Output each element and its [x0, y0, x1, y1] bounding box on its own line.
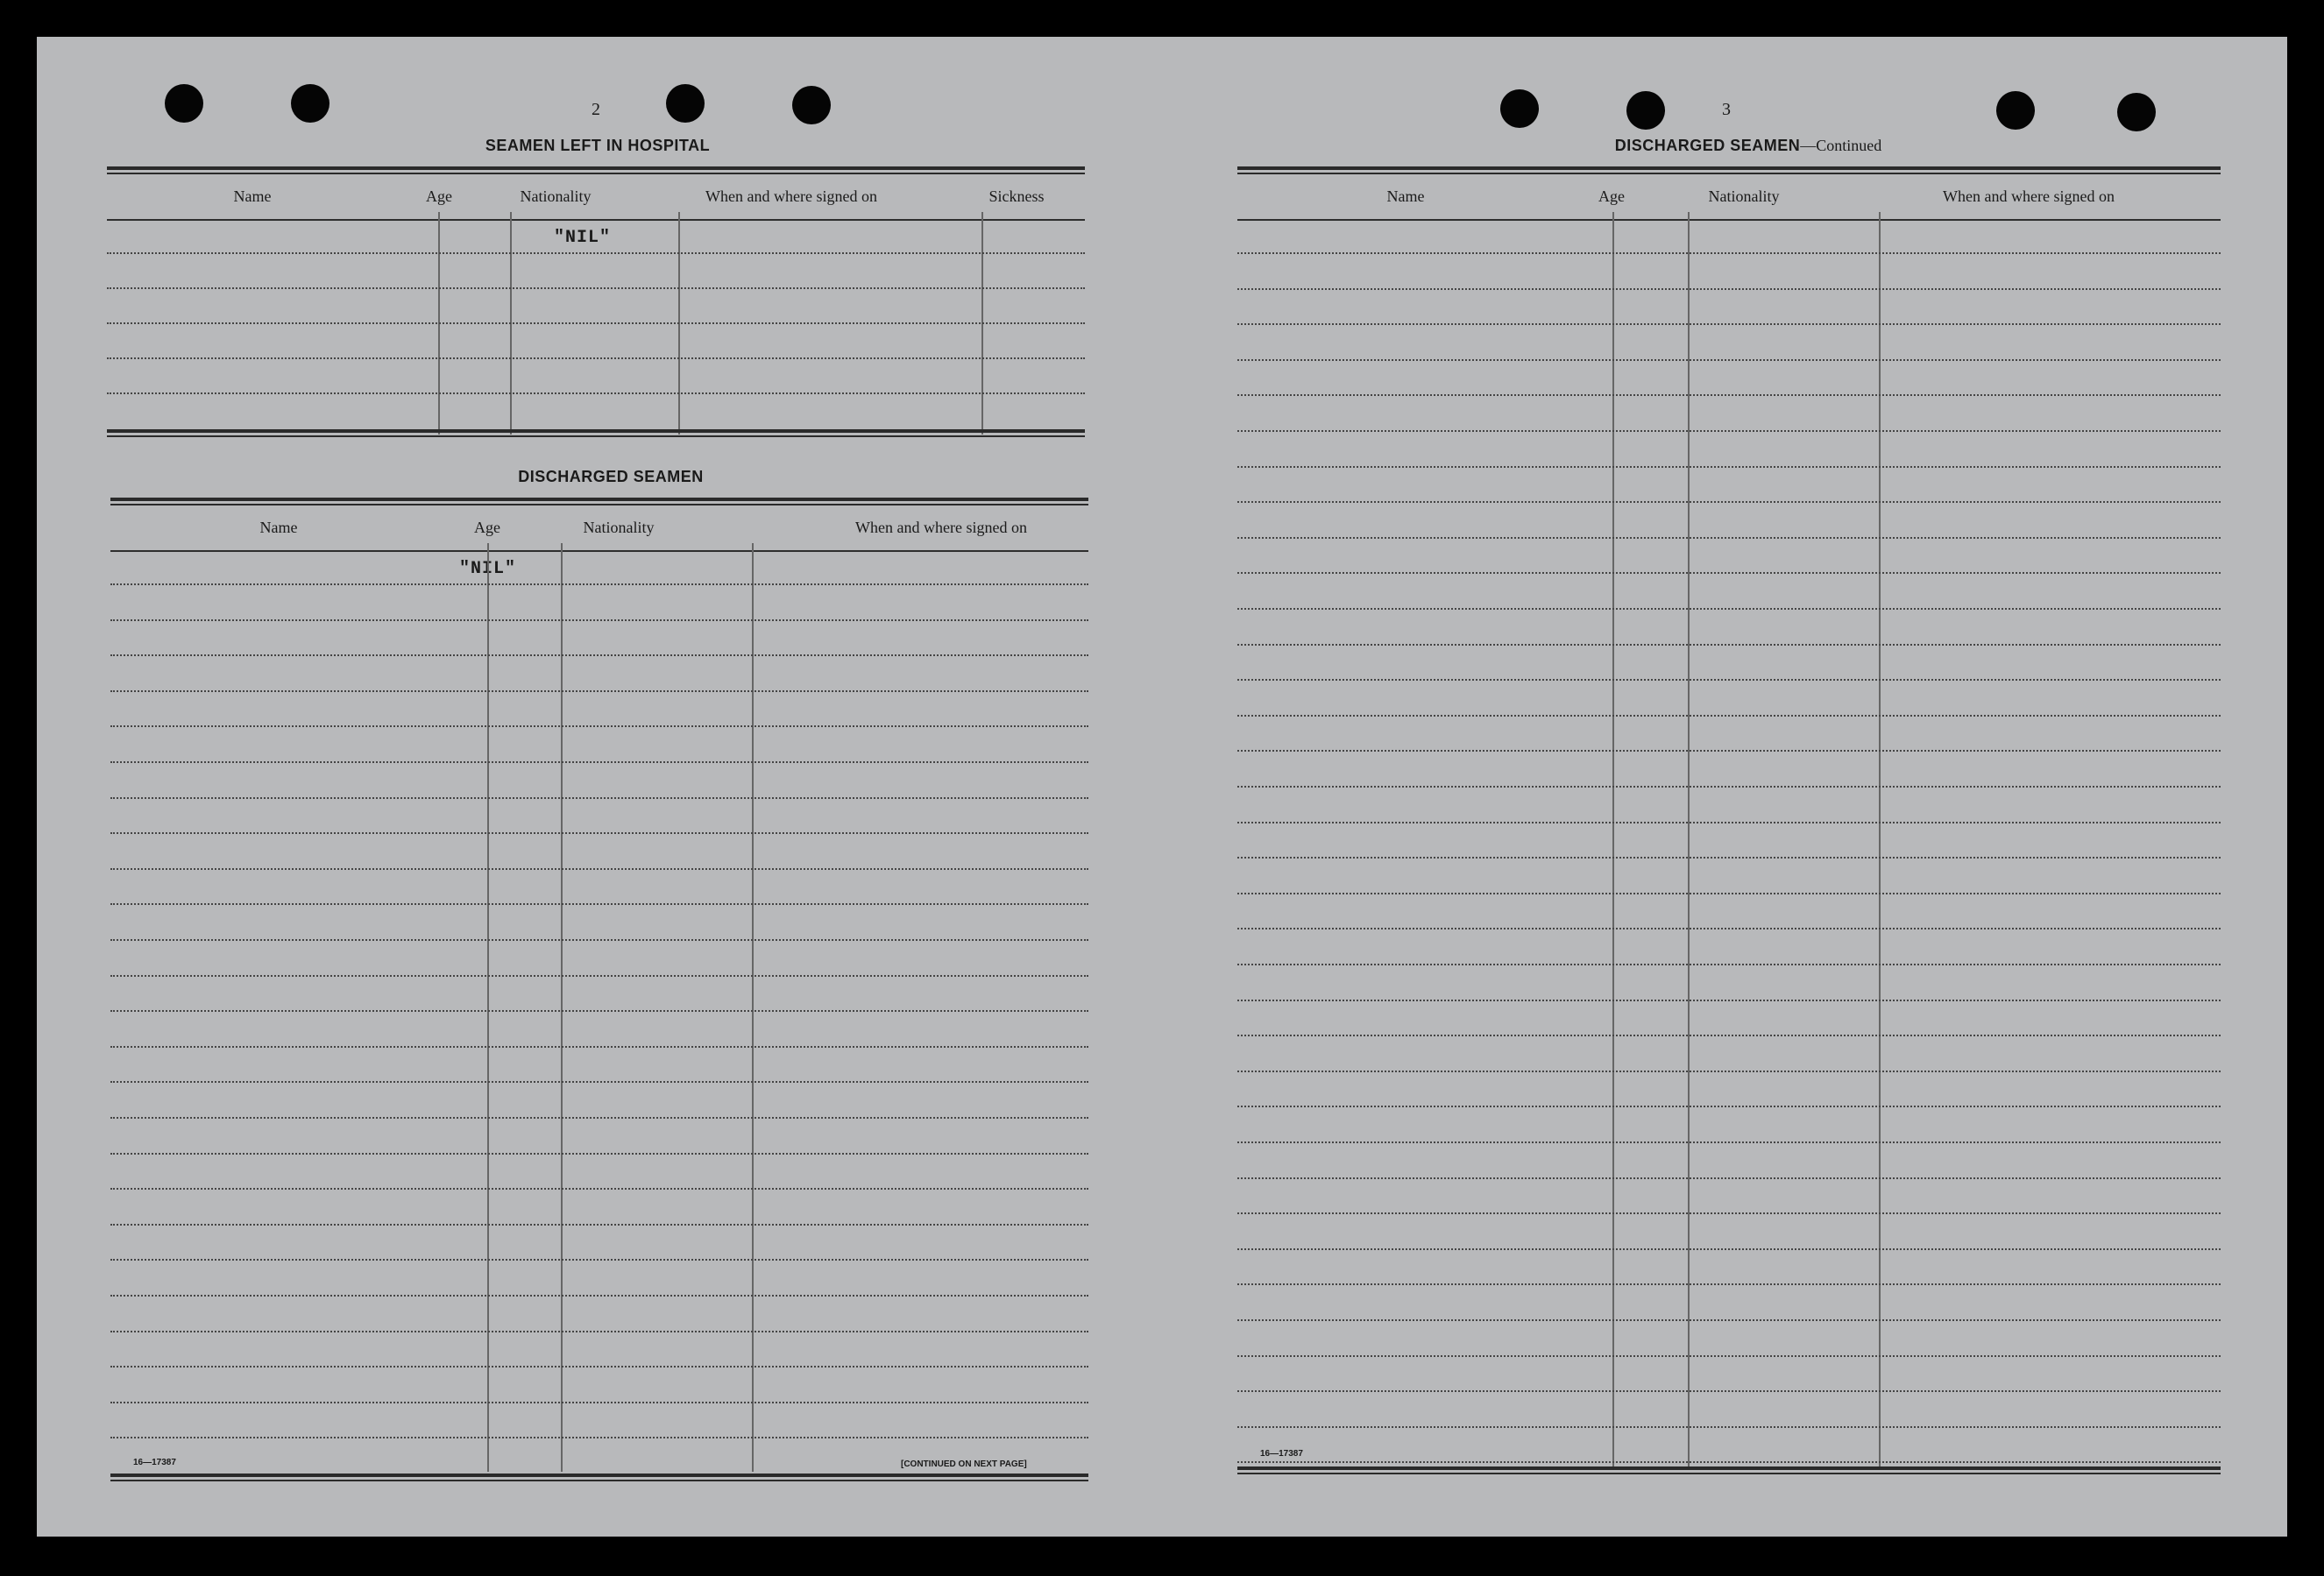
row-line [110, 797, 1088, 799]
row-line [110, 1366, 1088, 1368]
row-line [1237, 928, 2221, 929]
row-line [110, 1331, 1088, 1332]
row-line [107, 392, 1085, 394]
row-line [1237, 822, 2221, 823]
row-line [110, 1081, 1088, 1083]
row-line [110, 1010, 1088, 1012]
row-line [1237, 359, 2221, 361]
row-line [1237, 537, 2221, 539]
row-line [1237, 715, 2221, 717]
punch-hole [2117, 93, 2156, 131]
row-line [1237, 466, 2221, 468]
discharged-table-left [110, 498, 1088, 1491]
row-line [110, 761, 1088, 763]
form-number-left: 16—17387 [133, 1458, 176, 1467]
row-line [110, 832, 1088, 834]
row-line [1237, 750, 2221, 752]
row-line [110, 1224, 1088, 1226]
row-line [1237, 394, 2221, 396]
row-line [110, 619, 1088, 621]
row-line [1237, 644, 2221, 646]
col-header-age: Age [426, 187, 452, 205]
col-divider [1688, 212, 1690, 1468]
punch-hole [165, 84, 203, 123]
table-bottom-rule [110, 1474, 1088, 1481]
col-header-sickness: Sickness [988, 187, 1045, 205]
row-line [1237, 430, 2221, 432]
col-header-signed-on: When and where signed on [855, 519, 1027, 536]
discharged-section-title: DISCHARGED SEAMEN [518, 468, 704, 485]
punch-hole [666, 84, 705, 123]
punch-hole [1996, 91, 2035, 130]
col-header-age: Age [1598, 187, 1625, 205]
row-line [1237, 1248, 2221, 1250]
table-top-rule [1237, 166, 2221, 174]
row-line [110, 1437, 1088, 1438]
row-line [110, 1046, 1088, 1048]
row-line [1237, 1035, 2221, 1036]
hospital-table [107, 166, 1085, 443]
row-line [1237, 893, 2221, 894]
punch-hole [291, 84, 329, 123]
row-line [1237, 786, 2221, 788]
row-line [110, 1259, 1088, 1261]
typed-nil-entry: "NIL" [554, 228, 612, 248]
table-top-rule [107, 166, 1085, 174]
col-divider [752, 543, 754, 1472]
hospital-section-title: SEAMEN LEFT IN HOSPITAL [485, 137, 711, 154]
row-line [1237, 608, 2221, 610]
row-line [110, 654, 1088, 656]
punch-hole [1626, 91, 1665, 130]
discharged-table-right [1237, 166, 2221, 1474]
col-divider [487, 543, 489, 1472]
row-line [1237, 1390, 2221, 1392]
col-divider [1879, 212, 1881, 1468]
row-line [110, 725, 1088, 727]
col-header-signed-on: When and where signed on [1943, 187, 2115, 205]
row-line [1237, 288, 2221, 290]
continued-note: [CONTINUED ON NEXT PAGE] [901, 1459, 1027, 1469]
row-line [1237, 1355, 2221, 1357]
row-line [1237, 1212, 2221, 1214]
row-line [1237, 1177, 2221, 1179]
col-divider [1612, 212, 1614, 1468]
row-line [107, 252, 1085, 254]
row-line [110, 1188, 1088, 1190]
table-bottom-rule [1237, 1466, 2221, 1474]
form-number-right: 16—17387 [1260, 1449, 1303, 1459]
row-line [110, 690, 1088, 692]
row-line [110, 975, 1088, 977]
row-line [1237, 679, 2221, 681]
col-header-name: Name [1386, 187, 1425, 205]
col-header-age: Age [474, 519, 500, 536]
row-line [1237, 323, 2221, 325]
row-line [1237, 501, 2221, 503]
row-line [110, 903, 1088, 905]
col-header-name: Name [233, 187, 272, 205]
title-suffix: —Continued [1800, 137, 1882, 154]
row-line [1237, 857, 2221, 859]
row-line [1237, 1141, 2221, 1143]
col-header-nationality: Nationality [583, 519, 655, 536]
row-line [107, 322, 1085, 324]
punch-hole [792, 86, 831, 124]
row-line [110, 1402, 1088, 1403]
row-line [1237, 572, 2221, 574]
row-line [107, 287, 1085, 289]
page-number-left: 2 [592, 100, 600, 119]
title-main: DISCHARGED SEAMEN [1614, 137, 1801, 154]
col-header-name: Name [259, 519, 298, 536]
row-line [1237, 1461, 2221, 1463]
row-line [110, 1117, 1088, 1119]
row-line [1237, 1071, 2221, 1072]
table-top-rule [110, 498, 1088, 505]
row-line [1237, 1106, 2221, 1107]
table-bottom-rule [107, 429, 1085, 437]
row-line [110, 939, 1088, 941]
row-line [1237, 1319, 2221, 1321]
discharged-continued-title [1615, 137, 1882, 155]
row-line [110, 868, 1088, 870]
row-line [110, 583, 1088, 585]
row-line [110, 1153, 1088, 1155]
row-line [1237, 964, 2221, 965]
page-number-right: 3 [1722, 100, 1731, 119]
header-rule [107, 219, 1085, 221]
punch-hole [1500, 89, 1539, 128]
col-header-nationality: Nationality [1708, 187, 1780, 205]
row-line [1237, 1426, 2221, 1428]
row-line [1237, 1000, 2221, 1001]
col-header-signed-on: When and where signed on [705, 187, 877, 205]
row-line [107, 357, 1085, 359]
col-divider [561, 543, 563, 1472]
document-sheet [37, 37, 2287, 1537]
row-line [110, 1295, 1088, 1297]
typed-nil-entry: "NIL" [459, 559, 517, 579]
row-line [1237, 252, 2221, 254]
col-header-nationality: Nationality [520, 187, 592, 205]
header-rule [110, 550, 1088, 552]
row-line [1237, 1283, 2221, 1285]
header-rule [1237, 219, 2221, 221]
